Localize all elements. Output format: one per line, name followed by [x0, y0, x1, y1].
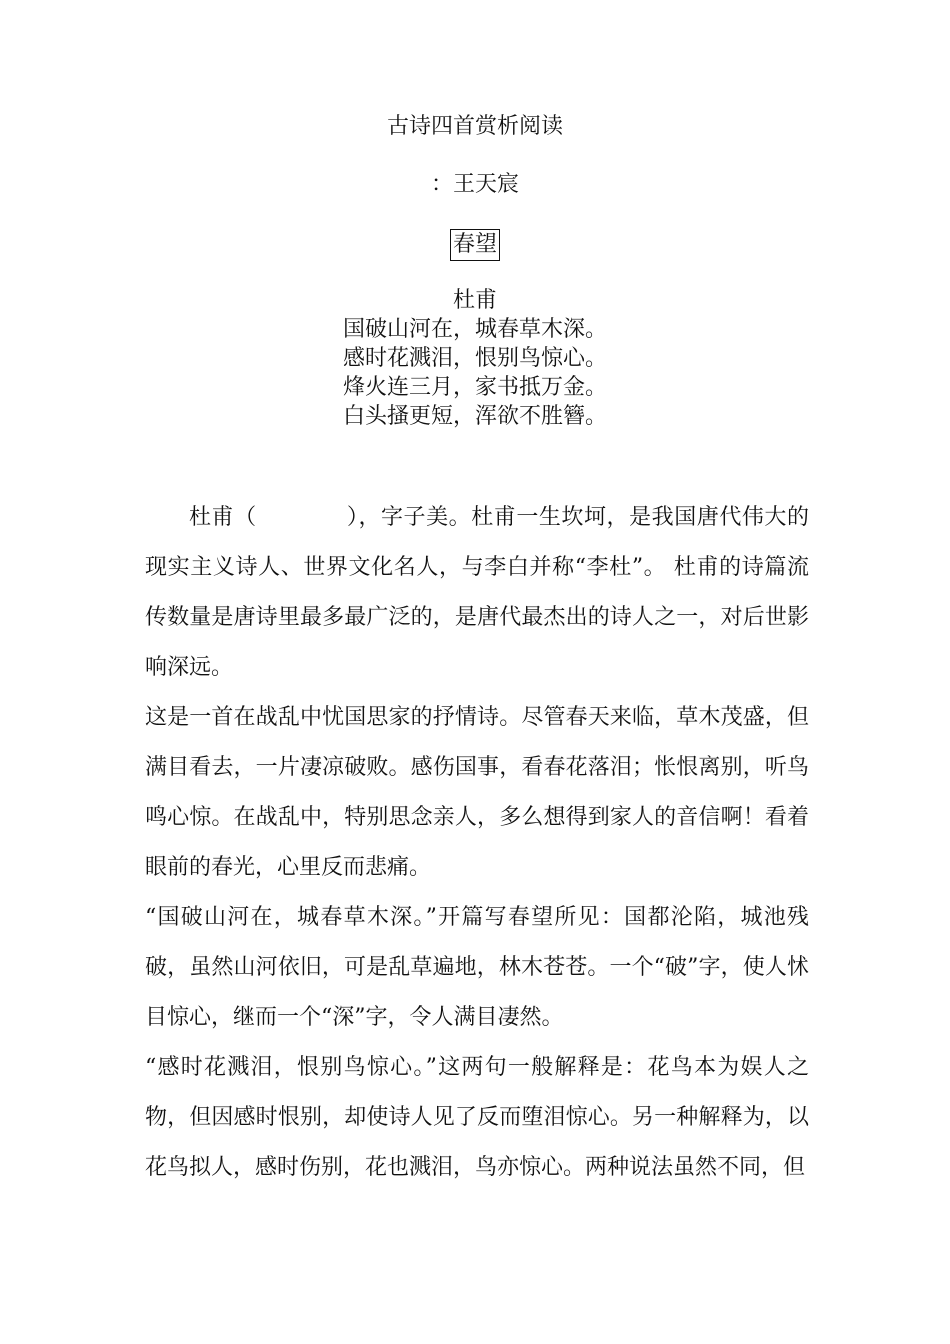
body-text: [145, 493, 809, 1193]
document-title: 古诗四首赏析阅读: [386, 114, 563, 139]
poem-line: 国破山河在，城春草木深。: [342, 317, 607, 342]
poem-block: [0, 286, 950, 431]
paragraph-analysis-2: “感时花溅泪，恨别鸟惊心。”这两句一般解释是：花鸟本为娱人之物，但因感时恨别，却使诗人见了反而堕泪惊心。另一种解释为，以花鸟拟人，感时伤别，花也溅泪，鸟亦惊心。两种说法虽然不同，但: [145, 1055, 809, 1180]
paragraph-analysis-1: “国破山河在，城春草木深。”开篇写春望所见：国都沦陷，城池残破，虽然山河依旧，可是乱草遍地，林木苍苍。一个“破”字，使人怵目惊心，继而一个“深”字，令人满目凄然。: [145, 905, 809, 1030]
poem-line: 感时花溅泪，恨别鸟惊心。: [342, 346, 607, 371]
poem-title-container: [0, 229, 950, 261]
poem-line: 白头搔更短，浑欲不胜簪。: [342, 404, 607, 429]
poem-line: 烽火连三月，家书抵万金。: [342, 375, 607, 400]
author-line: ：王天宸: [430, 172, 519, 197]
paragraph-poet-bio: 杜甫（ ），字子美。杜甫一生坎坷，是我国唐代伟大的现实主义诗人、世界文化名人，与李白并称“李杜”。 杜甫的诗篇流传数量是唐诗里最多最广泛的，是唐代最杰出的诗人之一，对后世影响深远。: [145, 505, 809, 680]
paragraph-summary: 这是一首在战乱中忧国思家的抒情诗。尽管春天来临，草木茂盛，但满目看去，一片凄凉破败。感伤国事，看春花落泪；怅恨离别，听鸟鸣心惊。在战乱中，特别思念亲人，多么想得到家人的音信啊！看着眼前的春光，心里反而悲痛。: [145, 705, 809, 880]
poem-poet: 杜甫: [452, 288, 497, 313]
poem-title: 春望: [450, 229, 500, 261]
